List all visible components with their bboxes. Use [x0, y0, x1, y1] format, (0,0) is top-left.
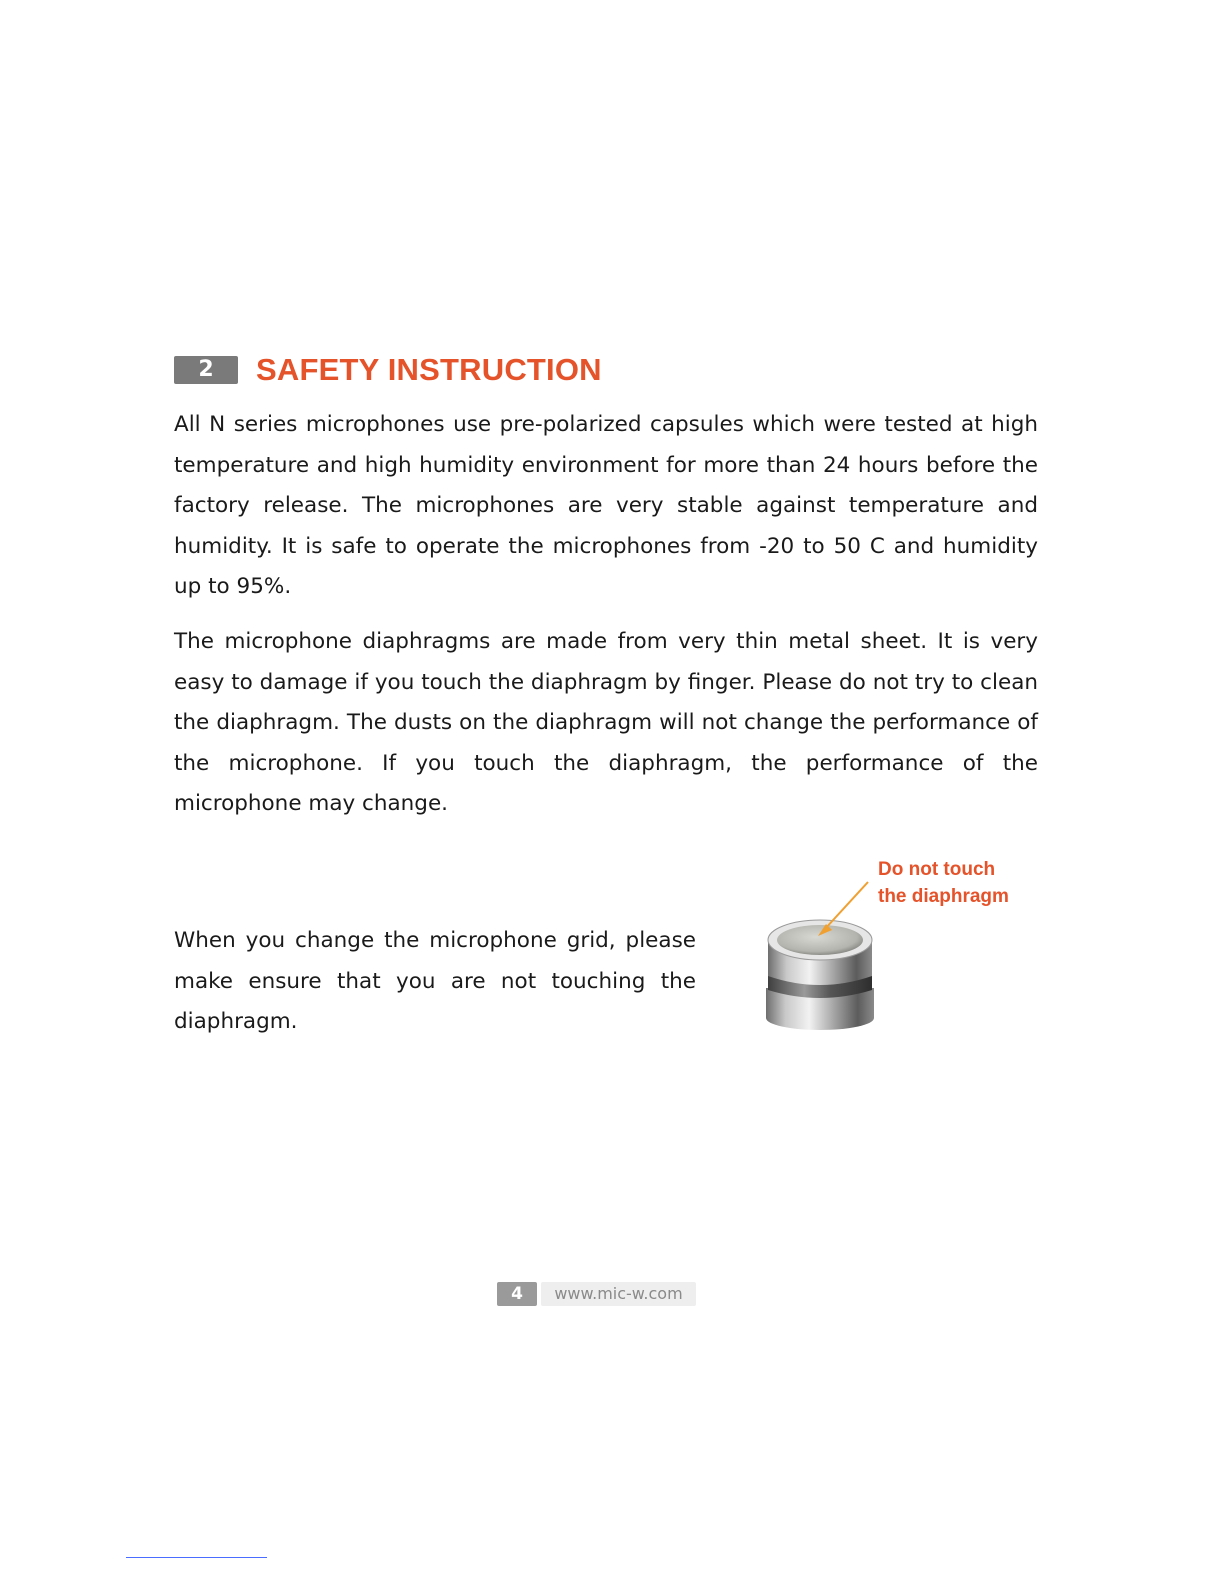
callout-label [878, 856, 1009, 910]
section-title: SAFETY INSTRUCTION [256, 352, 602, 387]
callout-line-2: the diaphragm [878, 886, 1009, 907]
section-number-badge: 2 [174, 356, 238, 384]
website-url: www.mic-w.com [541, 1282, 696, 1306]
callout-line-1: Do not touch [878, 859, 996, 880]
paragraph-grid-change: When you change the microphone grid, please make ensure that you are not touching the diaphragm. [174, 928, 696, 1035]
page-number: 4 [497, 1282, 537, 1306]
paragraph-capsule-stability: All N series microphones use pre-polarized capsules which were tested at high temperature and high humidity environment for more than 24 hours before the factory release. The microphones are very stable against temperature and humidity. It is safe to operate the microphones from -20 to 50 C and humidity up to 95%. [174, 412, 1038, 600]
footer [497, 1282, 696, 1306]
paragraph-diaphragm-warning: The microphone diaphragms are made from very thin metal sheet. It is very easy to damage if you touch the diaphragm by finger. Please do not try to clean the diaphragm. The dusts on the diaphragm will not change the performance of the microphone. If you touch the diaphragm, the performance of the microphone may change. [174, 629, 1038, 817]
bottom-divider [126, 1557, 267, 1558]
microphone-capsule-image [760, 876, 880, 1042]
section-header [174, 350, 602, 390]
